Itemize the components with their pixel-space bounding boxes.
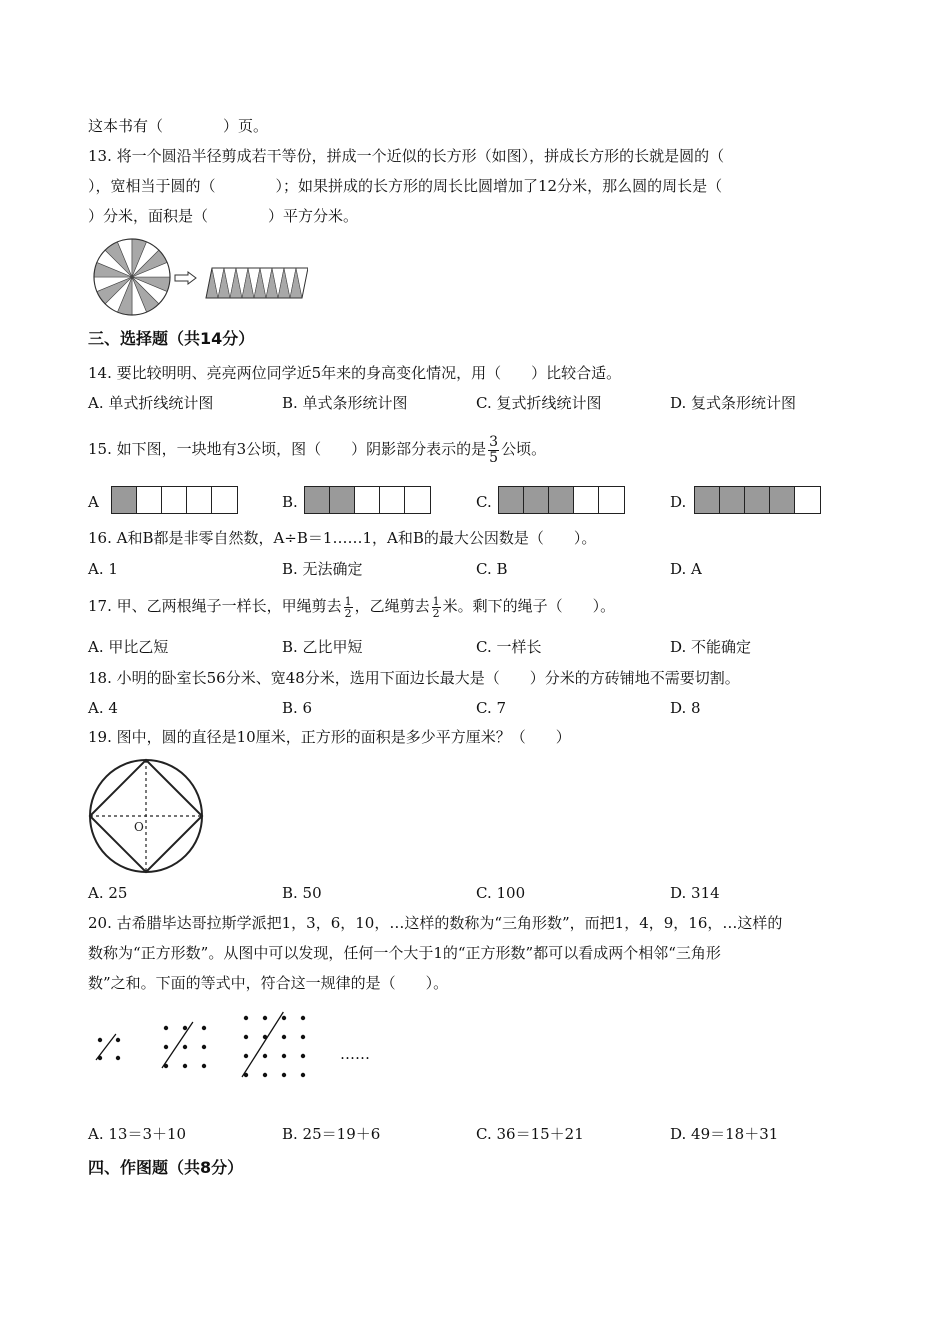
- empty-cell: [405, 487, 430, 513]
- q20-ellipsis: ……: [340, 1045, 370, 1063]
- fraction-denominator: 2: [344, 606, 352, 620]
- q19-option-c[interactable]: C. 100: [476, 884, 526, 902]
- q18-option-b[interactable]: B. 6: [282, 699, 313, 717]
- dot: [282, 1016, 286, 1020]
- q13-line2: ），宽相当于圆的（ ）；如果拼成的长方形的周长比圆增加了12分米，那么圆的周长是（: [88, 177, 723, 195]
- q19-option-d[interactable]: D. 314: [670, 884, 720, 902]
- q15-option-d-label[interactable]: D.: [670, 493, 687, 511]
- q18-option-a[interactable]: A. 4: [88, 699, 118, 717]
- q14-stem: 14. 要比较明明、亮亮两位同学近5年来的身高变化情况，用（ ）比较合适。: [88, 364, 622, 382]
- fraction-numerator: 3: [489, 433, 499, 450]
- dot: [183, 1064, 187, 1068]
- q17-option-c[interactable]: C. 一样长: [476, 638, 542, 656]
- q17-option-b[interactable]: B. 乙比甲短: [282, 638, 363, 656]
- q20-line1: 20. 古希腊毕达哥拉斯学派把1，3，6，10，…这样的数称为“三角形数”，而把1，4，9，16，…这样的: [88, 914, 783, 932]
- q17-stem-part1: 17. 甲、乙两根绳子一样长，甲绳剪去: [88, 597, 342, 615]
- dot: [164, 1026, 168, 1030]
- diagonal-divider-line: [96, 1034, 116, 1060]
- empty-cell: [574, 487, 599, 513]
- q18-stem: 18. 小明的卧室长56分米、宽48分米，选用下面边长最大是（ ）分米的方砖铺地不需要切割。: [88, 669, 740, 687]
- q14-option-d[interactable]: D. 复式条形统计图: [670, 394, 797, 412]
- diagonal-divider-line: [242, 1012, 283, 1077]
- square-number-dots: [96, 1012, 305, 1077]
- q16-option-b[interactable]: B. 无法确定: [282, 560, 363, 578]
- q20-option-c[interactable]: C. 36＝15＋21: [476, 1125, 584, 1143]
- dot: [116, 1056, 120, 1060]
- section4-heading: 四、作图题（共8分）: [88, 1158, 244, 1177]
- q16-option-a[interactable]: A. 1: [88, 560, 118, 578]
- q15-option-b-label[interactable]: B.: [282, 493, 298, 511]
- empty-cell: [187, 487, 212, 513]
- shaded-cell: [695, 487, 720, 513]
- q20-dot-pattern-figure: [88, 1010, 318, 1102]
- empty-cell: [162, 487, 187, 513]
- empty-cell: [795, 487, 820, 513]
- q18-option-c[interactable]: C. 7: [476, 699, 507, 717]
- q17-option-a[interactable]: A. 甲比乙短: [88, 638, 169, 656]
- dot: [282, 1054, 286, 1058]
- rectangle-strips: [206, 268, 308, 298]
- shaded-cell: [112, 487, 137, 513]
- shaded-cell: [720, 487, 745, 513]
- shaded-cell: [305, 487, 330, 513]
- dot: [98, 1038, 102, 1042]
- fraction-denominator: 5: [489, 449, 499, 466]
- dot: [164, 1045, 168, 1049]
- q17-stem-part3: 米。剩下的绳子（ ）。: [442, 597, 616, 615]
- center-label: O: [134, 820, 144, 834]
- dot: [183, 1026, 187, 1030]
- dot: [244, 1054, 248, 1058]
- shaded-cell: [499, 487, 524, 513]
- q15-stem-unit: 公顷。: [501, 440, 547, 458]
- q15-option-c-grid[interactable]: [498, 486, 625, 514]
- dot: [202, 1064, 206, 1068]
- fraction-numerator: 1: [432, 594, 440, 608]
- dot: [183, 1045, 187, 1049]
- q14-option-c[interactable]: C. 复式折线统计图: [476, 394, 602, 412]
- q15-option-c-label[interactable]: C.: [476, 493, 492, 511]
- q12-tail: 这本书有（ ）页。: [88, 117, 269, 135]
- q16-option-c[interactable]: C. B: [476, 560, 508, 578]
- q20-option-b[interactable]: B. 25＝19＋6: [282, 1125, 381, 1143]
- shaded-cell: [745, 487, 770, 513]
- shaded-cell: [524, 487, 549, 513]
- q13-line3: ）分米，面积是（ ）平方分米。: [88, 207, 359, 225]
- dot: [116, 1038, 120, 1042]
- shaded-cell: [770, 487, 795, 513]
- fraction-numerator: 1: [344, 594, 352, 608]
- q15-stem-text: 15. 如下图，一块地有3公顷，图（ ）阴影部分表示的是: [88, 440, 487, 458]
- q19-stem: 19. 图中，圆的直径是10厘米，正方形的面积是多少平方厘米？（ ）: [88, 728, 571, 746]
- dot: [244, 1035, 248, 1039]
- dot: [263, 1073, 267, 1077]
- q19-option-a[interactable]: A. 25: [88, 884, 128, 902]
- q20-line2: 数称为“正方形数”。从图中可以发现，任何一个大于1的“正方形数”都可以看成两个相邻“三角形: [88, 944, 721, 962]
- q20-line3: 数”之和。下面的等式中，符合这一规律的是（ ）。: [88, 974, 449, 992]
- dot: [202, 1026, 206, 1030]
- q16-option-d[interactable]: D. A: [670, 560, 702, 578]
- dot: [263, 1016, 267, 1020]
- q14-option-b[interactable]: B. 单式条形统计图: [282, 394, 408, 412]
- fraction-denominator: 2: [432, 606, 440, 620]
- dot: [244, 1016, 248, 1020]
- q19-option-b[interactable]: B. 50: [282, 884, 322, 902]
- fraction-one-half: [344, 596, 353, 619]
- dot: [282, 1035, 286, 1039]
- q16-stem: 16. A和B都是非零自然数，A÷B＝1……1，A和B的最大公因数是（ ）。: [88, 529, 597, 547]
- dot: [263, 1054, 267, 1058]
- dot: [301, 1035, 305, 1039]
- q13-rectangle-figure: [200, 265, 308, 301]
- q19-circle-square-figure: [86, 758, 208, 874]
- q15-option-a-label[interactable]: A: [88, 493, 99, 511]
- q17-stem: [88, 592, 615, 620]
- q15-option-b-grid[interactable]: [304, 486, 431, 514]
- q18-option-d[interactable]: D. 8: [670, 699, 701, 717]
- dot: [282, 1073, 286, 1077]
- q15-stem: [88, 434, 546, 466]
- q17-option-d[interactable]: D. 不能确定: [670, 638, 752, 656]
- fraction-one-half-meter: [432, 596, 441, 619]
- shaded-cell: [549, 487, 574, 513]
- dot: [301, 1054, 305, 1058]
- empty-cell: [599, 487, 624, 513]
- section3-heading: 三、选择题（共14分）: [88, 329, 255, 348]
- q13-sector-circle-figure: [92, 237, 172, 317]
- q17-stem-part2: ，乙绳剪去: [354, 597, 430, 615]
- q20-option-a[interactable]: A. 13＝3＋10: [88, 1125, 187, 1143]
- q14-option-a[interactable]: A. 单式折线统计图: [88, 394, 214, 412]
- empty-cell: [212, 487, 237, 513]
- q20-option-d[interactable]: D. 49＝18＋31: [670, 1125, 779, 1143]
- q15-option-d-grid[interactable]: [694, 486, 821, 514]
- q15-option-a-grid[interactable]: [111, 486, 238, 514]
- empty-cell: [380, 487, 405, 513]
- fraction-three-fifths: [488, 435, 499, 466]
- right-arrow-icon: [174, 271, 198, 285]
- empty-cell: [355, 487, 380, 513]
- dot: [202, 1045, 206, 1049]
- empty-cell: [137, 487, 162, 513]
- q13-line1: 13. 将一个圆沿半径剪成若干等份，拼成一个近似的长方形（如图），拼成长方形的长就是圆的（: [88, 147, 725, 165]
- dot: [301, 1016, 305, 1020]
- shaded-cell: [330, 487, 355, 513]
- dot: [301, 1073, 305, 1077]
